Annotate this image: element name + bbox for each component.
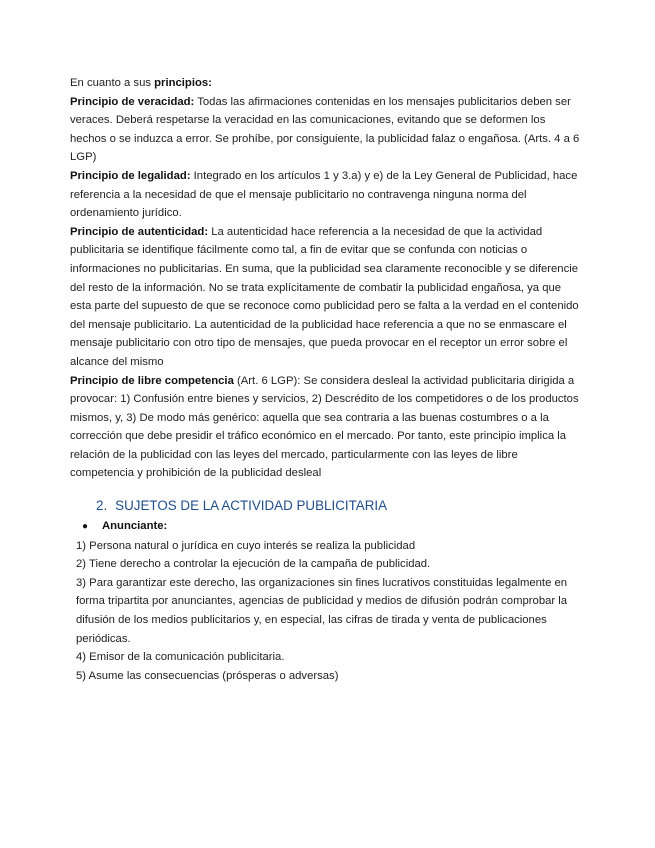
- bullet-anunciante: [82, 517, 582, 537]
- bullet-label: Anunciante:: [102, 520, 168, 533]
- intro-prefix: En cuanto a sus: [70, 77, 155, 89]
- anunciante-list: [76, 537, 582, 686]
- principle-title: Principio de autenticidad:: [70, 225, 209, 238]
- principle-title: Principio de libre competencia: [70, 374, 234, 387]
- principle-title: Principio de legalidad:: [70, 169, 191, 182]
- principle-title: Principio de veracidad:: [70, 95, 195, 108]
- section-title: SUJETOS DE LA ACTIVIDAD PUBLICITARIA: [115, 498, 388, 514]
- principle-legalidad: [70, 167, 582, 223]
- document-page: [70, 74, 582, 685]
- intro-line: [70, 74, 582, 93]
- list-item: 5) Asume las consecuencias (prósperas o adversas): [76, 669, 339, 682]
- list-item: 3) Para garantizar este derecho, las organizaciones sin fines lucrativos constituidas legalmente en forma tripartita por anunciantes, agencias de publicidad y medios de difusión podrán comprobar la difusión de los medios publicitarios y, en especial, las cifras de tirada y venta de publicaciones periódicas.: [76, 576, 568, 645]
- list-item: 2) Tiene derecho a controlar la ejecución de la campaña de publicidad.: [76, 558, 431, 571]
- bullet-dot-icon: ●: [82, 521, 89, 533]
- principle-autenticidad: [70, 223, 582, 372]
- intro-bold: principios:: [154, 77, 212, 89]
- principle-text: La autenticidad hace referencia a la necesidad de que la actividad publicitaria se identifique fácilmente como tal, a fin de evitar que se confunda con noticias o informaciones no publicitarias. En suma, que la publicidad sea claramente reconocible y se diferencie del resto de la información. No se trata explícitamente de combatir la publicidad engañosa, ya que esta parte del supuesto de que se reconoce como publicidad pero se falta a la verdad en el contenido del mensaje publicitario. La autenticidad de la publicidad hace referencia a que no se enmascare el mensaje publicitario con otro tipo de mensajes, que pueda provocar en el receptor un error sobre el alcance del mismo: [70, 225, 579, 368]
- list-item: 1) Persona natural o jurídica en cuyo interés se realiza la publicidad: [76, 539, 416, 552]
- section-number: 2.: [96, 498, 108, 514]
- principle-text: Todas las afirmaciones contenidas en los mensajes publicitarios deben ser veraces. Deberá respetarse la veracidad en las comunicaciones, evitando que se deformen los hechos o se induzca a error. Se prohíbe, por consiguiente, la publicidad falaz o engañosa. (Arts. 4 a 6 LGP): [70, 95, 580, 164]
- principle-text: (Art. 6 LGP): Se considera desleal la actividad publicitaria dirigida a provocar: 1) Confusión entre bienes y servicios, 2) Descrédito de los competidores o de los productos mismos, y, 3) De modo más genérico: aquella que sea contraria a las buenas costumbres o a la corrección que debe presidir el tráfico económico en el mercado. Por tanto, este principio implica la relación de la publicidad con las leyes del mercado, particularmente con las leyes de libre competencia y prohibición de la publicidad desleal: [70, 374, 579, 480]
- principle-veracidad: [70, 93, 582, 167]
- principle-text: Integrado en los artículos 1 y 3.a) y e) de la Ley General de Publicidad, hace referencia a la necesidad de que el mensaje publicitario no contravenga ninguna norma del ordenamiento jurídico.: [70, 169, 578, 220]
- principle-libre-competencia: [70, 372, 582, 484]
- list-item: 4) Emisor de la comunicación publicitaria.: [76, 651, 285, 664]
- section-heading: [96, 496, 582, 516]
